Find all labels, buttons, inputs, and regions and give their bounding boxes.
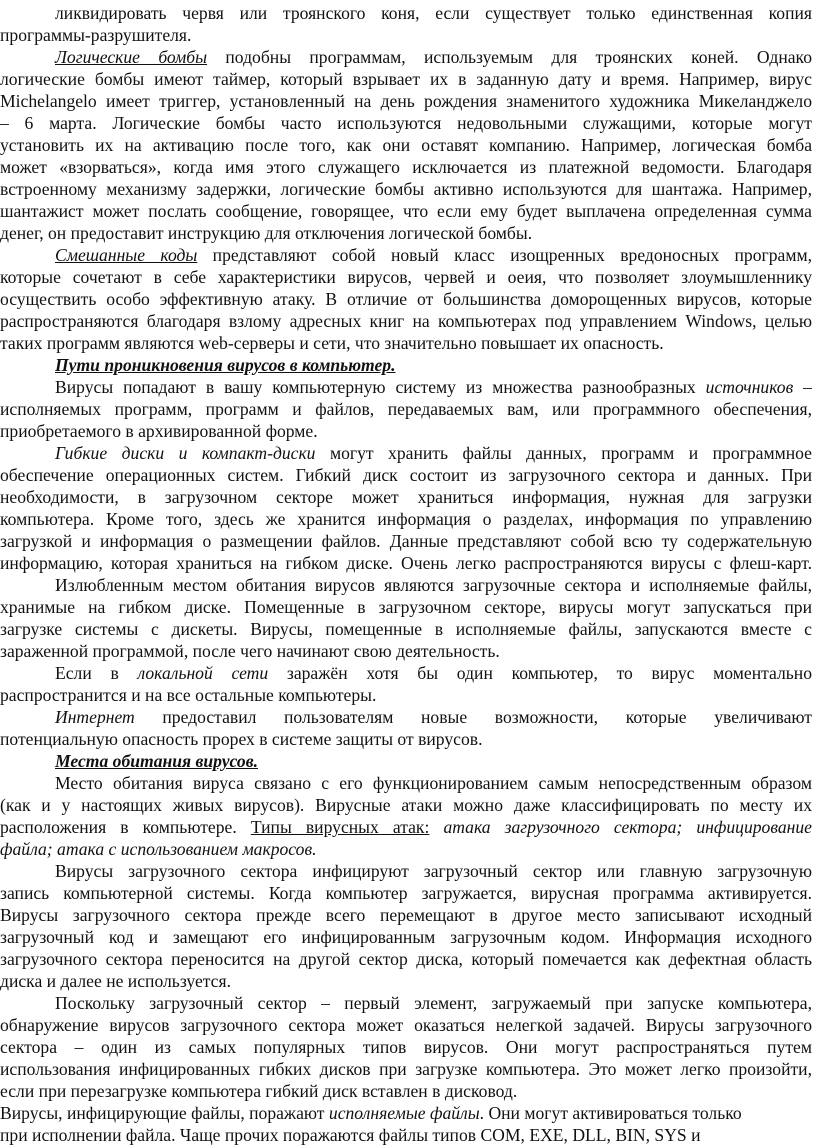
text-line — [0, 398, 812, 420]
text-run: диска и далее не используется. — [0, 971, 231, 991]
text-run: денег, он предоставит инструкцию для отключения логической бомбы. — [0, 223, 533, 243]
text-line — [0, 640, 530, 662]
text-run: – 6 марта. Логические бомбы часто используются недовольными служащими, которые могут — [0, 113, 812, 133]
text-run: заражён хотя бы один компьютер, то вирус моментально — [268, 663, 813, 683]
text-line — [55, 46, 812, 68]
text-run: подобны программам, используемым для троянских коней. Однако — [207, 47, 813, 67]
text-run: потенциальную опасность прорех в системе защиты от вирусов. — [0, 729, 483, 749]
text-line — [55, 772, 812, 794]
text-run: Вирусы загрузочного сектора инфицируют загрузочный сектор или главную загрузочную — [55, 861, 812, 881]
text-run: Типы вирусных атак: — [250, 817, 430, 837]
text-run: Место обитания вируса связано с его функционированием самым непосредственным образом — [55, 773, 812, 793]
text-run: обеспечение операционных систем. Гибкий диск состоит из загрузочного сектора и данных. При — [0, 465, 812, 485]
text-run: распространяются благодаря взлому адресных книг на компьютерах под управлением Windows, целью — [0, 311, 812, 331]
text-run: Вирусы, инфицирующие файлы, поражают — [0, 1103, 329, 1123]
text-run: может «взорваться», когда имя этого служащего исключается из платежной ведомости. Благодаря — [0, 157, 812, 177]
text-line — [0, 530, 812, 552]
text-run: исполняемые файлы — [328, 1103, 480, 1123]
text-line — [0, 1058, 812, 1080]
text-line — [55, 442, 812, 464]
text-line — [0, 68, 812, 90]
text-run: если при перезагрузке компьютера гибкий диск вставлен в дисковод. — [0, 1081, 518, 1101]
text-run: которые сочетают в себе характеристики вирусов, червей и оеия, что позволяет злоумышленнику — [0, 267, 812, 287]
text-line — [0, 178, 812, 200]
text-run: при исполнении файла. Чаще прочих поражаются файлы типов COM, EXE, DLL, BIN, SYS и — [0, 1125, 701, 1145]
text-line — [0, 310, 812, 332]
text-run: предоставил пользователям новые возможности, которые увеличивают — [134, 707, 812, 727]
text-line — [0, 288, 812, 310]
text-run: шантажист может послать сообщение, говорящее, что если ему будет выплачена определенная сумма — [0, 201, 812, 221]
text-line — [0, 134, 812, 156]
text-run: хранимые на гибком диске. Помещенные в загрузочном секторе, вирусы могут запускаться при — [0, 597, 812, 617]
text-line — [0, 266, 812, 288]
text-run: таких программ являются web-серверы и сети, что значительно повышает их опасность. — [0, 333, 664, 353]
text-run: осуществить особо эффективную атаку. В отличие от большинства доморощенных вирусов, которые — [0, 289, 812, 309]
text-run: необходимости, в загрузочном секторе может храниться информация, нужная для загрузки — [0, 487, 812, 507]
text-line — [0, 420, 330, 442]
text-run: Интернет — [55, 707, 135, 727]
text-run: исполняемых программ, программ и файлов, передаваемых вам, или программного обеспечения, — [0, 399, 812, 419]
text-run: встроенному механизму задержки, логические бомбы активно используются для шантажа. Например, — [0, 179, 812, 199]
text-run: информацию, которая храниться на гибком диске. Очень легко распространяются вирусы с флеш-карт. — [0, 553, 812, 573]
text-run: Излюбленным местом обитания вирусов являются загрузочные сектора и исполняемые файлы, — [55, 575, 812, 595]
text-run: компьютера. Кроме того, здесь же хранится информация о разделах, информация по управлению — [0, 509, 812, 529]
text-run: запись компьютерной системы. Когда компьютер загружается, вирусная программа активируется. — [0, 883, 812, 903]
text-line — [0, 1102, 790, 1124]
text-line — [55, 2, 812, 24]
text-line — [0, 618, 812, 640]
text-run: загрузочного сектора переносится на другой сектор диска, который помечается как дефектная область — [0, 949, 812, 969]
text-line — [55, 376, 812, 398]
text-line — [0, 24, 300, 46]
section-heading: Пути проникновения вирусов в компьютер. — [55, 355, 396, 375]
text-run: загрузкой и информация о размещении файлов. Данные представляют собой всю ту содержательную — [0, 531, 812, 551]
text-run: загрузке системы с дискеты. Вирусы, помещенные в исполняемые файлы, запускаются вместе с — [0, 619, 812, 639]
text-run: ликвидировать червя или троянского коня, если существует только единственная копия — [55, 3, 812, 23]
text-run: Смешанные коды — [55, 245, 198, 265]
text-run: Поскольку загрузочный сектор – первый элемент, загружаемый при запуске компьютера, — [55, 993, 812, 1013]
text-run: Вирусы загрузочного сектора прежде всего перемещают в другое место записывают исходный — [0, 905, 812, 925]
text-run: загрузочный код и замещают его инфицированным загрузочным кодом. Информация исходного — [0, 927, 812, 947]
text-line — [0, 200, 812, 222]
text-line — [55, 706, 812, 728]
text-line — [0, 222, 570, 244]
text-line — [0, 90, 812, 112]
text-run: (как и у настоящих живых вирусов). Вирусные атаки можно даже классифицировать по месту их — [0, 795, 812, 815]
text-line — [0, 794, 812, 816]
text-run: Гибкие диски и компакт-диски — [55, 443, 316, 463]
text-run: установить их на активацию после того, как они оставят компанию. Например, логическая бомба — [0, 135, 812, 155]
text-run: логические бомбы имеют таймер, который взрывает их в заданную дату и время. Например, вирус — [0, 69, 812, 89]
text-run: представляют собой новый класс изощренных вредоносных программ, — [197, 245, 812, 265]
text-line — [0, 904, 812, 926]
text-run — [429, 817, 443, 837]
text-run: приобретаемого в архивированной форме. — [0, 421, 318, 441]
text-run: расположения в компьютере. — [0, 817, 251, 837]
text-line — [55, 244, 812, 266]
text-line — [0, 948, 812, 970]
text-line — [0, 112, 812, 134]
text-line — [55, 662, 812, 684]
text-line — [0, 816, 812, 838]
text-line — [0, 156, 812, 178]
text-line — [0, 596, 812, 618]
text-line — [0, 1036, 812, 1058]
text-line — [0, 926, 812, 948]
text-line — [55, 750, 272, 772]
text-run: Логические бомбы — [55, 47, 208, 67]
text-run: источников — [705, 377, 794, 397]
text-line — [0, 552, 812, 574]
text-run: зараженной программой, после чего начинают свою деятельность. — [0, 641, 500, 661]
text-run: сектора – один из самых популярных типов вирусов. Они могут распространяться путем — [0, 1037, 812, 1057]
text-run: распространится и на все остальные компьютеры. — [0, 685, 377, 705]
text-run: – — [793, 377, 812, 397]
text-line — [0, 332, 708, 354]
text-run: . Они могут активироваться только — [479, 1103, 742, 1123]
text-line — [55, 992, 812, 1014]
text-line — [0, 684, 402, 706]
text-run: использования инфицированных гибких дисков при загрузке компьютера. Это может легко произойти, — [0, 1059, 812, 1079]
text-line — [55, 574, 812, 596]
text-run: атака загрузочного сектора; инфицирование — [443, 817, 812, 837]
text-run: обнаружение вирусов загрузочного сектора может оказаться нелегкой задачей. Вирусы загрузочного — [0, 1015, 812, 1035]
text-line — [0, 1124, 746, 1146]
text-line — [0, 1080, 548, 1102]
text-run: Вирусы попадают в вашу компьютерную систему из множества разнообразных — [55, 377, 706, 397]
text-run: файла; атака с использованием макросов. — [0, 839, 317, 859]
text-line — [55, 354, 410, 376]
text-line — [0, 882, 812, 904]
text-line — [0, 508, 812, 530]
text-line — [0, 970, 262, 992]
text-run: Michelangelo имеет триггер, установленный на день рождения знаменитого художника Микеланджело — [0, 91, 812, 111]
text-run: могут хранить файлы данных, программ и программное — [315, 443, 812, 463]
text-line — [0, 464, 812, 486]
text-line — [0, 486, 812, 508]
text-run: локальной сети — [137, 663, 269, 683]
text-line — [0, 838, 340, 860]
text-line — [55, 860, 812, 882]
section-heading: Места обитания вирусов. — [55, 751, 258, 771]
text-run: программы-разрушителя. — [0, 25, 192, 45]
text-line — [0, 1014, 812, 1036]
text-line — [0, 728, 514, 750]
text-run: Если в — [55, 663, 138, 683]
